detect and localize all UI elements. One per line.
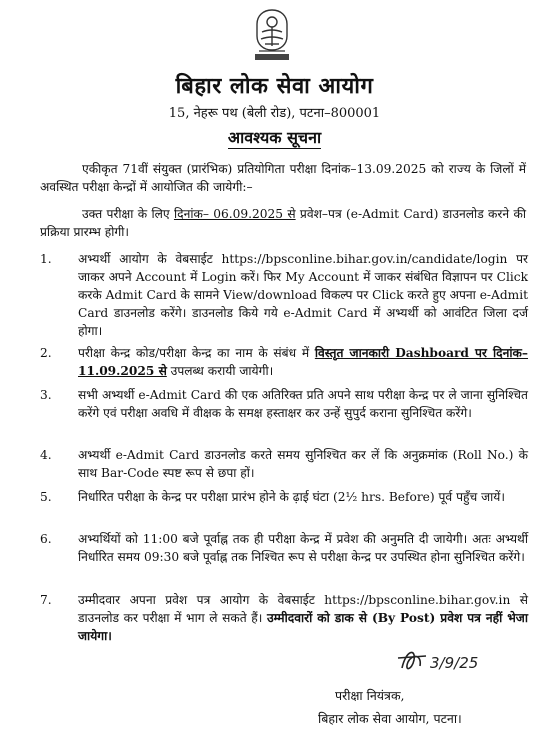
intro-paragraph-2: उक्त परीक्षा के लिए दिनांक– 06.09.2025 से प्रवेश–पत्र (e-Admit Card) डाउनलोड करने की प्रक्रिया प्रारम्भ होगी। xyxy=(40,207,526,239)
notice-heading: आवश्यक सूचना xyxy=(227,128,322,147)
signatory-title: परीक्षा नियंत्रक, xyxy=(335,688,405,703)
intro-paragraph-1: एकीकृत 71वीं संयुक्त (प्रारंभिक) प्रतियोगिता परीक्षा दिनांक–13.09.2025 को राज्य के जिलों में अवस्थित परीक्षा केन्द्रों में आयोजित की जायेगी:– xyxy=(40,162,526,194)
signatory-organization: बिहार लोक सेवा आयोग, पटना। xyxy=(318,711,462,726)
handwritten-signature-icon xyxy=(396,640,496,680)
page-title: बिहार लोक सेवा आयोग xyxy=(175,74,374,99)
office-address: 15, नेहरू पथ (बेली रोड), पटना–800001 xyxy=(168,106,381,121)
handwritten-date: 3/9/25 xyxy=(430,654,479,672)
state-emblem-icon xyxy=(247,6,297,64)
